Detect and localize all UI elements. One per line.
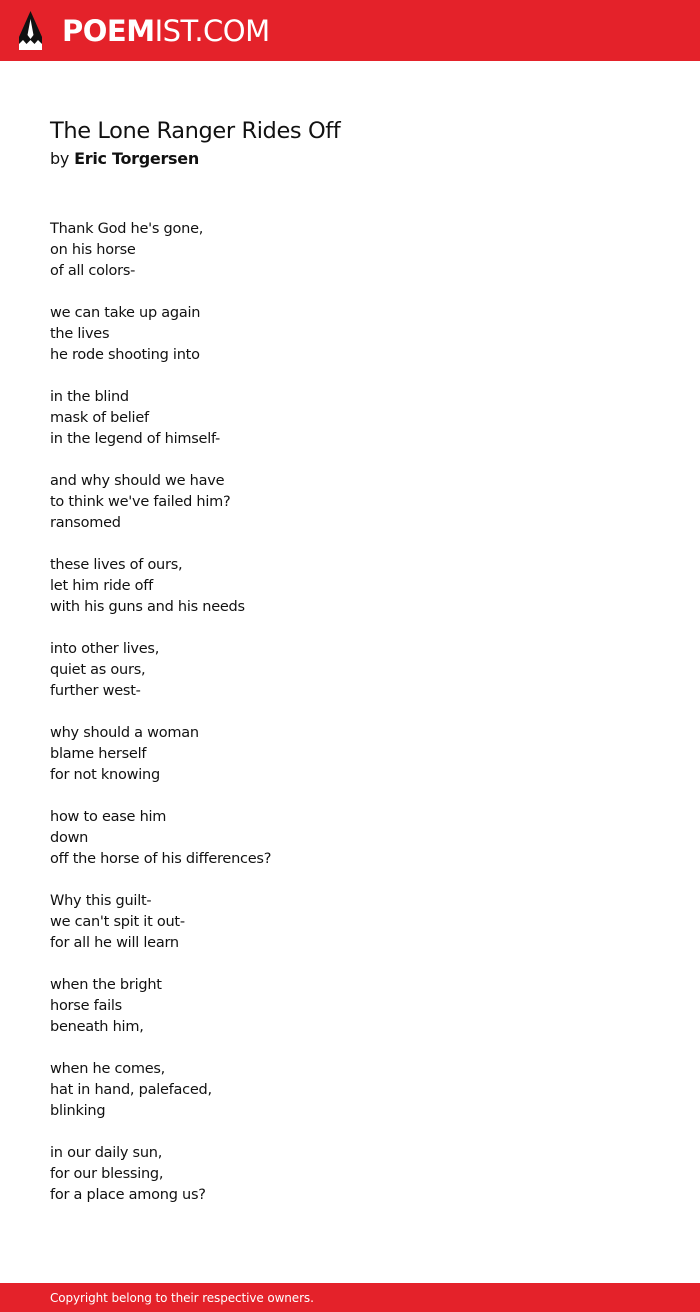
- copyright-text: Copyright belong to their respective owners.: [50, 1291, 314, 1305]
- poem-line: and why should we have: [50, 473, 225, 489]
- poem-line: to think we've failed him?: [50, 494, 231, 510]
- stanza: [50, 639, 650, 702]
- poem-line: further west-: [50, 683, 141, 699]
- poem-line: down: [50, 830, 89, 846]
- poem-line: why should a woman: [50, 725, 199, 741]
- logo-text-light: IST.COM: [154, 14, 270, 48]
- poem-line: the lives: [50, 326, 110, 342]
- stanza: [50, 975, 650, 1038]
- poem-line: beneath him,: [50, 1019, 144, 1035]
- poem-line: for all he will learn: [50, 935, 179, 951]
- byline: [50, 147, 650, 171]
- poem-line: we can't spit it out-: [50, 914, 185, 930]
- poem-line: in our daily sun,: [50, 1145, 163, 1161]
- poem-line: into other lives,: [50, 641, 160, 657]
- poem-line: blame herself: [50, 746, 147, 762]
- byline-prefix: by: [50, 149, 70, 168]
- poem-line: how to ease him: [50, 809, 167, 825]
- stanza: [50, 555, 650, 618]
- poem-line: when the bright: [50, 977, 162, 993]
- poem-line: Thank God he's gone,: [50, 221, 204, 237]
- poem-line: for our blessing,: [50, 1166, 164, 1182]
- author-name: Eric Torgersen: [74, 149, 199, 168]
- logo-text-bold: POEM: [62, 14, 155, 48]
- poem-line: Why this guilt-: [50, 893, 152, 909]
- poem-line: when he comes,: [50, 1061, 166, 1077]
- poem-line: quiet as ours,: [50, 662, 146, 678]
- site-header: [0, 0, 700, 61]
- stanza: [50, 219, 650, 282]
- pen-nib-icon: [18, 10, 43, 52]
- stanza: [50, 471, 650, 534]
- poem-line: in the blind: [50, 389, 129, 405]
- poem-line: hat in hand, palefaced,: [50, 1082, 212, 1098]
- poem-line: we can take up again: [50, 305, 201, 321]
- logo-text: [62, 10, 270, 52]
- poem-line: for a place among us?: [50, 1187, 206, 1203]
- poem-line: for not knowing: [50, 767, 160, 783]
- site-footer: [0, 1283, 700, 1312]
- poem-line: of all colors-: [50, 263, 136, 279]
- poem-line: these lives of ours,: [50, 557, 183, 573]
- stanza: [50, 807, 650, 870]
- stanza: [50, 1059, 650, 1122]
- poem-line: ransomed: [50, 515, 121, 531]
- stanza: [50, 303, 650, 366]
- poem-line: off the horse of his differences?: [50, 851, 272, 867]
- stanza: [50, 723, 650, 786]
- poem-body: [50, 219, 650, 1227]
- stanza: [50, 1143, 650, 1206]
- poem-line: horse fails: [50, 998, 122, 1014]
- poem-line: blinking: [50, 1103, 106, 1119]
- poem-line: let him ride off: [50, 578, 154, 594]
- stanza: [50, 891, 650, 954]
- poem-line: with his guns and his needs: [50, 599, 245, 615]
- poem-line: mask of belief: [50, 410, 149, 426]
- poem-line: on his horse: [50, 242, 136, 258]
- stanza: [50, 387, 650, 450]
- site-logo[interactable]: [18, 10, 270, 52]
- poem-title: The Lone Ranger Rides Off: [50, 118, 341, 144]
- poem-heading: [50, 116, 650, 171]
- poem-line: in the legend of himself-: [50, 431, 221, 447]
- poem-line: he rode shooting into: [50, 347, 200, 363]
